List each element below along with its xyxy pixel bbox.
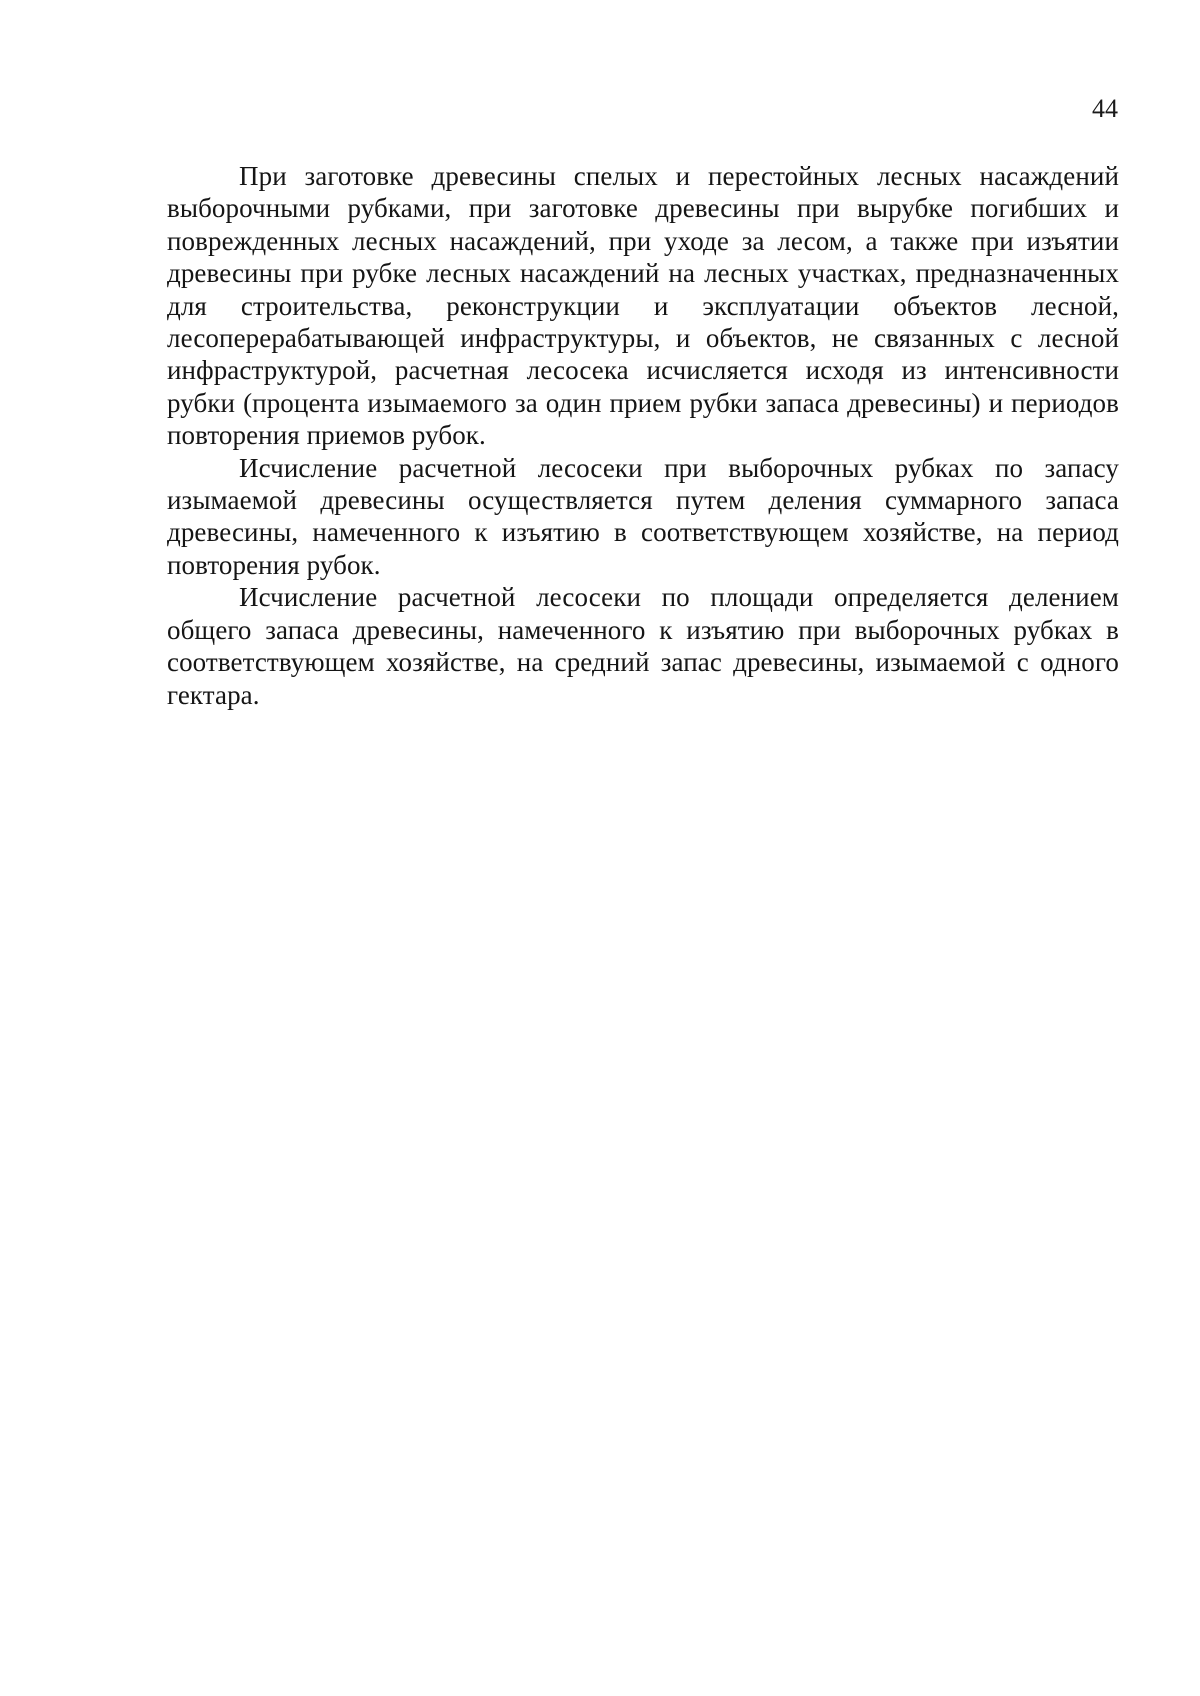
paragraph-volume-calculation: Исчисление расчетной лесосеки при выборочных рубках по запасу изымаемой древесины осуществляется путем деления суммарного запаса древесины, намеченного к изъятию в соответствующем хозяйстве, на период повторения рубок. — [167, 452, 1119, 580]
paragraph-selective-logging: При заготовке древесины спелых и перестойных лесных насаждений выборочными рубками, при заготовке древесины при вырубке погибших и поврежденных лесных насаждений, при уходе за лесом, а также при изъятии древесины при рубке лесных насаждений на лесных участках, предназначенных для строительства, реконструкции и эксплуатации объектов лесной, лесоперерабатывающей инфраструктуры, и объектов, не связанных с лесной инфраструктурой, расчетная лесосека исчисляется исходя из интенсивности рубки (процента изымаемого за один прием рубки запаса древесины) и периодов повторения приемов рубок. — [167, 161, 1119, 451]
page-number: 44 — [1092, 94, 1118, 123]
document-body — [167, 160, 1119, 711]
paragraph-area-calculation: Исчисление расчетной лесосеки по площади определяется делением общего запаса древесины, намеченного к изъятию при выборочных рубках в соответствующем хозяйстве, на средний запас древесины, изымаемой с одного гектара. — [167, 582, 1119, 710]
